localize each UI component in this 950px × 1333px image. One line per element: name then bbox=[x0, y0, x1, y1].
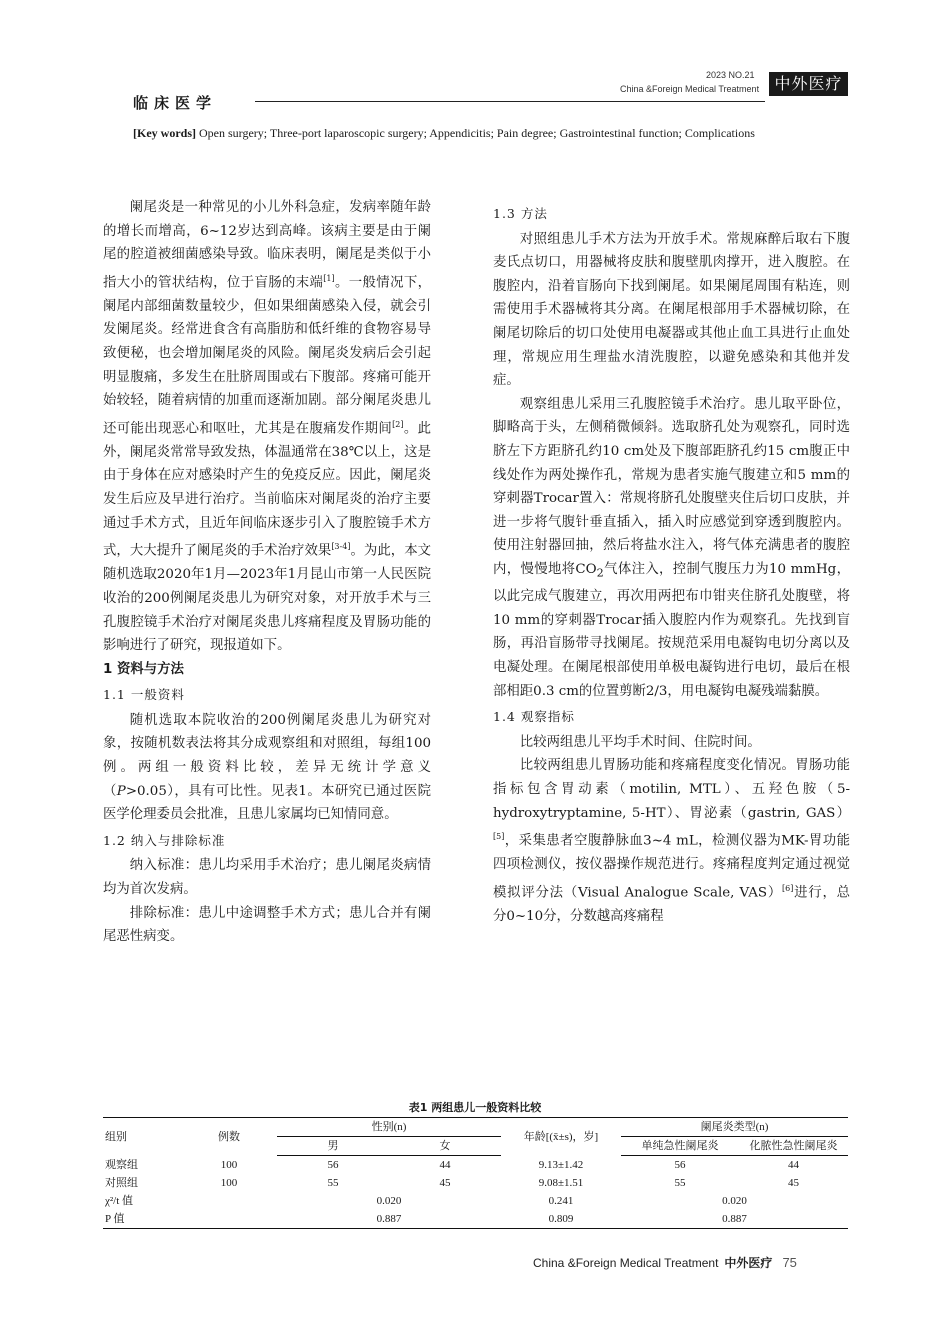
heading-general-data: 1.1 一般资料 bbox=[103, 687, 185, 703]
issue-number: 2023 NO.21 bbox=[706, 70, 755, 80]
section-title: 临床医学 bbox=[133, 94, 218, 112]
citation[interactable]: [1] bbox=[323, 273, 335, 283]
citation[interactable]: [6] bbox=[782, 883, 794, 893]
inclusion-criteria: 纳入标准：患儿均采用手术治疗；患儿阑尾炎病情均为首次发病。 bbox=[103, 858, 431, 898]
general-data-paragraph: 随机选取本院收治的200例阑尾炎患儿为研究对象，按随机数表法将其分成观察组和对照组，每组100例。两组一般资料比较，差异无统计学意义（P>0.05），具有可比性。见表1。本研究已通过医院医学伦理委员会批准，且患儿家属均已知情同意。 bbox=[103, 712, 432, 823]
page-number: 75 bbox=[782, 1255, 797, 1270]
citation[interactable]: [2] bbox=[392, 419, 404, 429]
col-header-male: 男 bbox=[277, 1137, 389, 1156]
col-header-group: 组别 bbox=[103, 1118, 181, 1156]
right-column bbox=[493, 200, 850, 928]
heading-materials-methods: 1 资料与方法 bbox=[103, 661, 184, 677]
table-row: χ²/t 值 0.020 0.241 0.020 bbox=[105, 1195, 747, 1207]
col-header-simple: 单纯急性阑尾炎 bbox=[621, 1137, 739, 1156]
table-row: P 值 0.887 0.809 0.887 bbox=[103, 1210, 848, 1229]
table-caption: 表1 两组患儿一般资料比较 bbox=[408, 1101, 542, 1114]
indicator-paragraph-2: 比较两组患儿胃肠功能和疼痛程度变化情况。胃肠功能指标包含胃动素（motilin, MTL）、五羟色胺（5-hydroxytryptamine, 5-HT）、胃泌素（gastrin, GAS）[5]，采集患者空腹静脉血3~4 mL，检测仪器为MK-胃功能四项检测仪，按仪器操作规范进行。疼痛程度判定通过视觉模拟评分法（Visual Analogue Scale, VAS）[6]进行，总分0~10分，分数越高疼痛程 bbox=[493, 758, 851, 924]
journal-name: China &Foreign Medical Treatment bbox=[620, 84, 760, 94]
footer-journal-en: China &Foreign Medical Treatment bbox=[533, 1256, 719, 1270]
table-row: 观察组 100 56 44 9.13±1.42 56 44 bbox=[105, 1158, 799, 1171]
heading-indicators: 1.4 观察指标 bbox=[493, 709, 575, 725]
heading-methods: 1.3 方法 bbox=[493, 206, 548, 221]
indicator-paragraph-1: 比较两组患儿平均手术时间、住院时间。 bbox=[519, 734, 761, 750]
col-header-age: 年龄[(x̄±s)，岁] bbox=[501, 1118, 621, 1156]
col-header-n: 例数 bbox=[181, 1118, 277, 1156]
table-row: 对照组 100 55 45 9.08±1.51 55 45 bbox=[105, 1177, 799, 1189]
header-rule bbox=[255, 101, 765, 102]
col-header-suppurative: 化脓性急性阑尾炎 bbox=[739, 1137, 848, 1156]
data-table bbox=[103, 1117, 848, 1229]
col-header-type: 阑尾炎类型(n) bbox=[621, 1118, 848, 1137]
col-header-sex: 性别(n) bbox=[277, 1118, 501, 1137]
intro-paragraph: 阑尾炎是一种常见的小儿外科急症，发病率随年龄的增长而增高，6~12岁达到高峰。该病主要是由于阑尾的腔道被细菌感染导致。临床表明，阑尾是类似于小指大小的管状结构，位于盲肠的末端[1]。一般情况下，阑尾内部细菌数量较少，但如果细菌感染入侵，就会引发阑尾炎。经常进食含有高脂肪和低纤维的食物容易导致便秘，也会增加阑尾炎的风险。阑尾炎发病后会引起明显腹痛，多发生在肚脐周围或右下腹部。疼痛可能开始较轻，随着病情的加重而逐渐加剧。部分阑尾炎患儿还可能出现恶心和呕吐，尤其是在腹痛发作期间[2]。此外，阑尾炎常常导致发热，体温通常在38℃以上，这是由于身体在应对感染时产生的免疫反应。因此，阑尾炎发生后应及早进行治疗。当前临床对阑尾炎的治疗主要通过手术方式，且近年间临床逐步引入了腹腔镜手术方式，大大提升了阑尾炎的手术治疗效果[3-4]。为此，本文随机选取2020年1月—2023年1月昆山市第一人民医院收治的200例阑尾炎患儿为研究对象，对开放手术与三孔腹腔镜手术治疗对阑尾炎患儿疼痛程度及胃肠功能的影响进行了研究，现报道如下。 bbox=[103, 200, 432, 654]
left-column bbox=[103, 196, 431, 949]
keywords-label: [Key words] bbox=[133, 126, 196, 140]
exclusion-criteria: 排除标准：患儿中途调整手术方式；患儿合并有阑尾恶性病变。 bbox=[103, 905, 431, 945]
page-footer bbox=[533, 1254, 797, 1271]
journal-logo: 中外医疗 bbox=[769, 72, 848, 96]
heading-criteria: 1.2 纳入与排除标准 bbox=[103, 832, 226, 848]
keywords bbox=[133, 122, 823, 145]
footer-journal-cn: 中外医疗 bbox=[724, 1256, 773, 1270]
citation[interactable]: [3-4] bbox=[331, 542, 351, 552]
observation-method-paragraph: 观察组患儿采用三孔腹腔镜手术治疗。患儿取平卧位，脚略高于头，左侧稍微倾斜。选取脐孔处为观察孔，同时选脐左下方距脐孔约10 cm处及下腹部距脐孔约15 cm腹正中线处作为两处操作孔，常规为患者实施气腹建立和5 mm的穿刺器Trocar置入：常规将脐孔处腹壁夹住后切口皮肤，并进一步将气腹针垂直插入，插入时应感觉到穿透到腹腔内。使用注射器回抽，然后将盐水注入，将气体充满患者的腹腔内，慢慢地将$CO_2$气体注入，控制气腹压力为10 mmHg，以此完成气腹建立，再次用两把布巾钳夹住脐孔处腹壁，将10 mm的穿刺器Trocar插入腹腔内作为观察孔。先找到盲肠，再沿盲肠带寻找阑尾。按规范采用电凝钩电切分离以及电凝处理。在阑尾根部使用单极电凝钩进行电切，最后在根部相距0.3 cm的位置剪断2/3，用电凝钩电凝残端黏膜。 bbox=[493, 396, 850, 699]
col-header-female: 女 bbox=[389, 1137, 501, 1156]
keywords-text: Open surgery; Three-port laparoscopic surgery; Appendicitis; Pain degree; Gastrointestinal function; Complications bbox=[196, 126, 755, 140]
citation[interactable]: [5] bbox=[493, 832, 505, 842]
control-method-paragraph: 对照组患儿手术方法为开放手术。常规麻醉后取右下腹麦氏点切口，用器械将皮肤和腹壁肌肉撑开，进入腹腔。在腹腔内，沿着盲肠向下找到阑尾。如果阑尾周围有粘连，则需使用手术器械将其分离。在阑尾根部用手术器械切除，在阑尾切除后的切口处使用电凝器或其他止血工具进行止血处理，常规应用生理盐水清洗腹腔，以避免感染和其他并发症。 bbox=[493, 231, 850, 389]
